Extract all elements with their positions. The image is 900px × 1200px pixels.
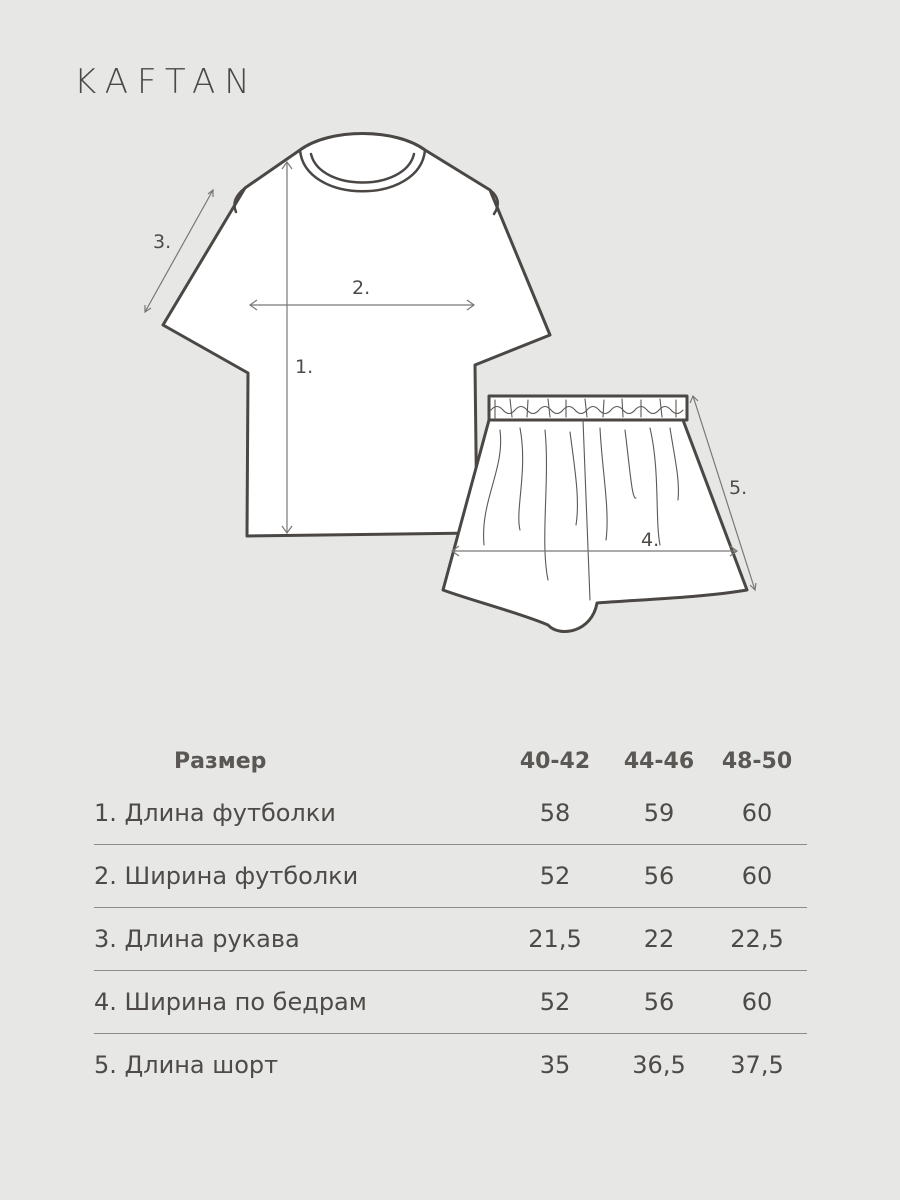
table-cell: 35	[539, 1051, 571, 1079]
row-label-tshirt-length: 1. Длина футболки	[94, 782, 499, 845]
table-row	[94, 1034, 807, 1097]
row-label-hip-width: 4. Ширина по бедрам	[94, 971, 499, 1034]
row-label-shorts-length: 5. Длина шорт	[94, 1051, 279, 1079]
size-header-row	[94, 740, 807, 782]
size-col-48-50: 48-50	[721, 748, 793, 774]
size-col-40-42: 40-42	[519, 748, 591, 774]
table-cell: 56	[611, 845, 707, 908]
table-cell: 60	[707, 971, 807, 1034]
size-header-label: Размер	[174, 748, 267, 774]
label-tshirt-length: 1.	[295, 356, 314, 378]
row-label-sleeve-length: 3. Длина рукава	[94, 908, 499, 971]
table-row	[94, 782, 807, 845]
table-cell: 52	[499, 845, 611, 908]
table-row	[94, 908, 807, 971]
label-tshirt-width: 2.	[352, 277, 371, 299]
table-cell: 60	[707, 782, 807, 845]
table-cell: 58	[499, 782, 611, 845]
table-cell: 59	[611, 782, 707, 845]
shorts-sketch	[443, 396, 747, 632]
table-row	[94, 845, 807, 908]
table-cell: 60	[707, 845, 807, 908]
size-table	[94, 740, 807, 1096]
brand-logo: KAFTAN	[74, 62, 259, 102]
label-shorts-length: 5.	[729, 477, 748, 499]
label-sleeve-length: 3.	[153, 231, 172, 253]
table-cell: 56	[611, 971, 707, 1034]
table-cell: 52	[499, 971, 611, 1034]
table-cell: 22	[611, 908, 707, 971]
table-cell: 36,5	[632, 1051, 686, 1079]
row-label-tshirt-width: 2. Ширина футболки	[94, 845, 499, 908]
size-col-44-46: 44-46	[623, 748, 695, 774]
table-row	[94, 971, 807, 1034]
table-cell: 37,5	[730, 1051, 784, 1079]
table-cell: 22,5	[707, 908, 807, 971]
table-cell: 21,5	[499, 908, 611, 971]
label-hip-width: 4.	[641, 529, 660, 551]
